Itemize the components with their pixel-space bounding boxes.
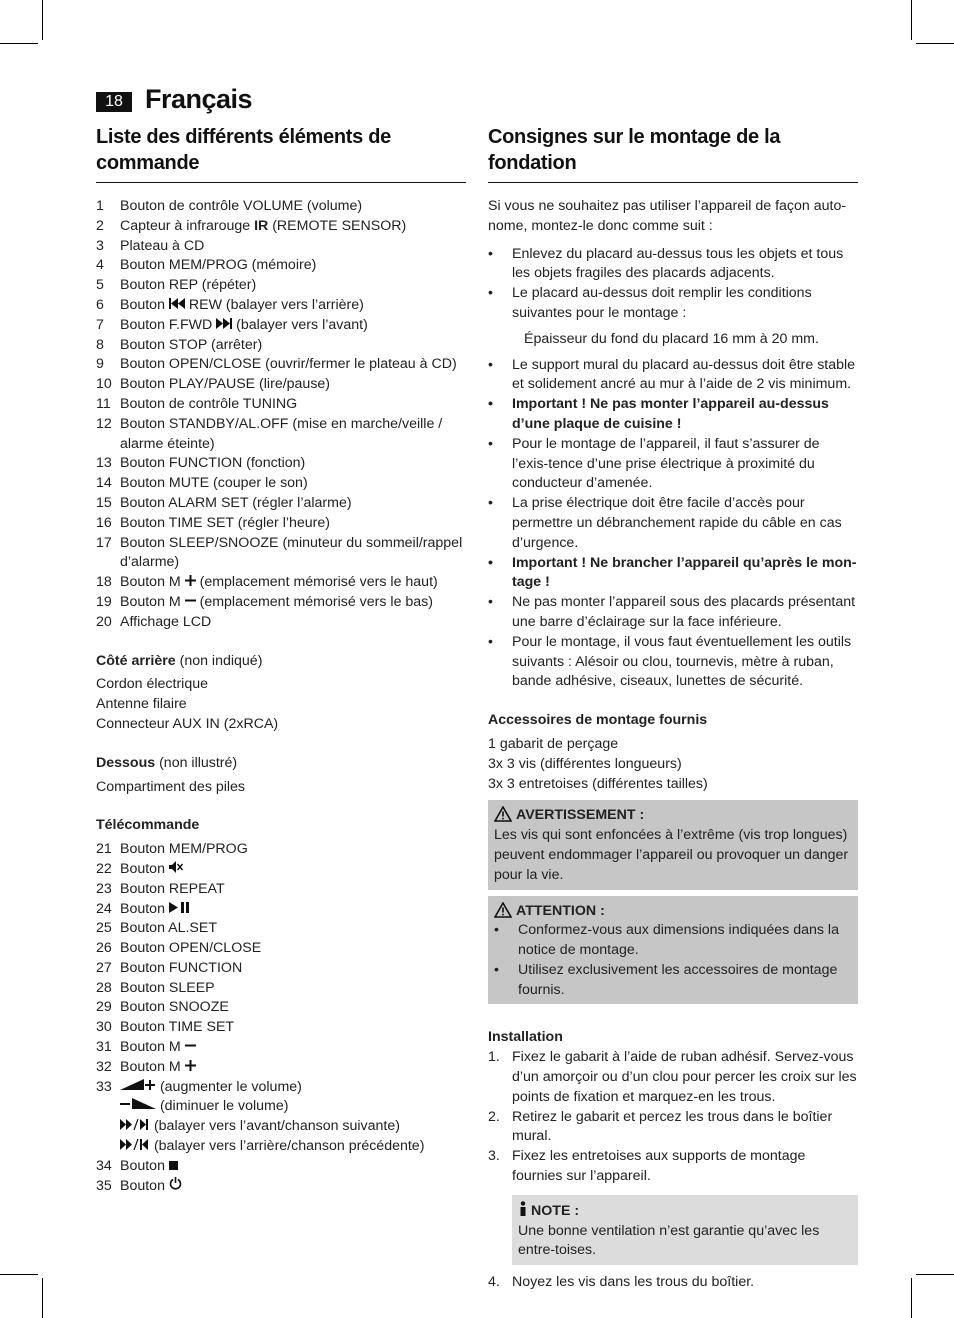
item-text: Bouton <box>120 296 169 313</box>
item-number: 9 <box>96 356 104 373</box>
list-item <box>96 296 466 316</box>
list-item <box>96 276 466 296</box>
list-item: 1 gabarit de perçage <box>488 735 619 752</box>
item-text: Bouton M <box>120 1058 185 1075</box>
item-text: Capteur à infrarouge <box>120 217 255 234</box>
item-number: 3 <box>96 237 104 254</box>
item-number: 27 <box>96 959 112 976</box>
list-item <box>96 860 466 880</box>
rear-section-title: Côté arrière (non indiqué) <box>96 652 263 669</box>
rew-prev-icon <box>120 1137 150 1157</box>
list-item <box>96 1058 466 1078</box>
item-number: 26 <box>96 940 112 957</box>
installation-step-4 <box>488 1273 858 1293</box>
item-text: Bouton MEM/PROG <box>120 841 248 858</box>
list-item <box>488 1048 858 1107</box>
item-text: Bouton F.FWD <box>120 316 217 333</box>
bullet-item: • Enlevez du placard au-dessus tous les objets et tous les objets fragiles des placards adjacents. <box>488 245 858 285</box>
item-text: Bouton STOP (arrêter) <box>120 336 263 353</box>
item-text: Bouton de contrôle TUNING <box>120 395 298 412</box>
list-item <box>96 336 466 356</box>
bottom-section-title: Dessous (non illustré) <box>96 754 238 771</box>
crop-mark <box>916 43 954 44</box>
item-text: Bouton MEM/PROG (mémoire) <box>120 257 317 274</box>
item-text: (balayer vers l’arrière/chanson précédente) <box>150 1138 425 1155</box>
crop-mark <box>911 0 912 40</box>
controls-list <box>96 197 466 633</box>
item-number: 14 <box>96 475 112 492</box>
mounting-bullets-2 <box>488 356 858 693</box>
attention-list <box>494 921 852 1000</box>
item-text: REW (balayer vers l’arrière) <box>184 296 364 313</box>
list-item: Cordon électrique <box>96 676 208 693</box>
item-text: (REMOTE SENSOR) <box>268 217 407 234</box>
list-item <box>96 514 466 534</box>
list-item: 3x 3 entretoises (différentes tailles) <box>488 775 708 792</box>
item-number: 18 <box>96 574 112 591</box>
list-item <box>96 880 466 900</box>
remote-section-title: Télécommande <box>96 817 200 834</box>
bullet-item: • Important ! Ne brancher l’appareil qu’après le mon-tage ! <box>488 554 858 594</box>
item-text: Bouton <box>120 1157 169 1174</box>
item-number: 21 <box>96 841 112 858</box>
item-text: Bouton de contrôle VOLUME (volume) <box>120 198 363 214</box>
item-number: 32 <box>96 1058 112 1075</box>
warning-icon <box>494 806 512 822</box>
item-text: Bouton <box>120 860 169 877</box>
bottom-list <box>96 778 466 798</box>
list-item <box>96 415 466 455</box>
item-text: Bouton <box>120 1177 169 1194</box>
item-number: 17 <box>96 534 112 551</box>
list-item <box>96 573 466 593</box>
list-item: Antenne filaire <box>96 696 187 713</box>
item-text: Bouton <box>120 900 169 917</box>
list-item <box>96 593 466 613</box>
item-number: 31 <box>96 1039 112 1056</box>
power-icon <box>169 1177 182 1197</box>
item-text: (emplacement mémorisé vers le bas) <box>195 593 433 610</box>
item-text: Bouton FUNCTION (fonction) <box>120 455 306 472</box>
item-text: (emplacement mémorisé vers le haut) <box>195 574 438 591</box>
item-number: 24 <box>96 900 112 917</box>
list-item <box>96 1137 466 1157</box>
minus-icon <box>185 1038 196 1058</box>
left-column <box>96 124 466 1196</box>
info-icon <box>518 1201 528 1217</box>
installation-title: Installation <box>488 1029 563 1046</box>
item-text: Bouton REPEAT <box>120 880 225 897</box>
crop-mark <box>42 1278 43 1318</box>
remote-list <box>96 840 466 1196</box>
controls-heading: Liste des différents éléments de commande <box>96 124 466 183</box>
item-text: Bouton TIME SET <box>120 1019 235 1036</box>
item-number: 25 <box>96 920 112 937</box>
attention-box <box>488 896 858 1005</box>
warning-text: Les vis qui sont enfoncées à l’extrême (vis trop longues) peuvent endommager l’appareil ou provoquer un danger pour la vie. <box>494 827 849 883</box>
bullet-item: • Ne pas monter l’appareil sous des placards présentant une barre d’éclairage sur la face inférieure. <box>488 593 858 633</box>
mounting-intro: Si vous ne souhaitez pas utiliser l’appareil de façon auto-nome, montez-le donc comme suit : <box>488 198 847 234</box>
item-text: Plateau à CD <box>120 237 205 254</box>
item-number: 12 <box>96 415 112 432</box>
play-pause-icon <box>169 900 191 920</box>
item-text: (balayer vers l’avant/chanson suivante) <box>150 1118 400 1135</box>
bullet-item: • La prise électrique doit être facile d’accès pour permettre un débranchement rapide du câble en cas d’urgence. <box>488 494 858 553</box>
mounting-heading: Consignes sur le montage de la fondation <box>488 124 858 183</box>
attention-title: ATTENTION : <box>494 902 852 922</box>
item-text: Bouton M <box>120 593 185 610</box>
list-item <box>96 919 466 939</box>
volume-down-icon <box>120 1097 156 1117</box>
bullet-item: • Pour le montage, il vous faut éventuellement les outils suivants : Alésoir ou clou, tournevis, mètre à ruban, bande adhésive, ciseaux, lunettes de sécurité. <box>488 633 858 692</box>
item-number: 28 <box>96 979 112 996</box>
item-text: Bouton PLAY/PAUSE (lire/pause) <box>120 376 331 393</box>
bullet-item: • Le placard au-dessus doit remplir les conditions suivantes pour le montage : <box>488 284 858 324</box>
item-number: 10 <box>96 376 112 393</box>
crop-mark <box>42 0 43 40</box>
item-text: Bouton FUNCTION <box>120 959 243 976</box>
item-number: 22 <box>96 860 112 877</box>
item-text: Bouton M <box>120 574 185 591</box>
installation-steps <box>488 1048 858 1187</box>
ffwd-next-icon <box>120 1117 150 1137</box>
item-number: 33 <box>96 1078 112 1095</box>
item-text: Bouton SLEEP/SNOOZE (minuteur du sommeil/rappel d’alarme) <box>120 534 463 571</box>
item-text: Bouton STANDBY/AL.OFF (mise en marche/veille / alarme éteinte) <box>120 415 443 452</box>
item-text: Bouton MUTE (couper le son) <box>120 475 308 492</box>
list-item <box>96 1097 466 1117</box>
right-column <box>488 124 858 1293</box>
list-item <box>488 1147 858 1187</box>
item-number: 13 <box>96 455 112 472</box>
note-text: Une bonne ventilation n’est garantie qu’avec les entre-toises. <box>518 1222 820 1259</box>
item-text: Bouton M <box>120 1039 185 1056</box>
mounting-bullets <box>488 245 858 324</box>
bullet-item: • Conformez-vous aux dimensions indiquées dans la notice de montage. <box>494 921 852 961</box>
bullet-item: • Utilisez exclusivement les accessoires de montage fournis. <box>494 961 852 1001</box>
item-text: Bouton OPEN/CLOSE (ouvrir/fermer le plateau à CD) <box>120 356 457 373</box>
step-text: Fixez le gabarit à l’aide de ruban adhésif. Servez-vous d’un amorçoir ou d’un clou pour percer les croix sur les points de fixation et marquez-en les trous. <box>512 1049 857 1105</box>
item-text: Bouton REP (répéter) <box>120 277 257 294</box>
item-number: 30 <box>96 1019 112 1036</box>
list-item <box>96 454 466 474</box>
item-number: 1 <box>96 198 104 214</box>
list-item <box>488 1108 858 1148</box>
item-number: 15 <box>96 494 112 511</box>
list-item <box>96 979 466 999</box>
list-item: 3x 3 vis (différentes longueurs) <box>488 755 682 772</box>
note-title: NOTE : <box>518 1201 852 1222</box>
item-number: 6 <box>96 296 104 313</box>
crop-mark <box>0 1274 38 1275</box>
item-number: 11 <box>96 395 111 412</box>
item-text: Bouton OPEN/CLOSE <box>120 940 262 957</box>
accessories-title: Accessoires de montage fournis <box>488 712 708 729</box>
list-item <box>96 840 466 860</box>
item-number: 34 <box>96 1157 112 1174</box>
item-text: (diminuer le volume) <box>156 1098 289 1115</box>
item-number: 20 <box>96 613 112 630</box>
rear-list <box>96 675 466 734</box>
item-text: Bouton SNOOZE <box>120 999 229 1016</box>
list-item <box>96 959 466 979</box>
step-number: 1. <box>488 1049 500 1066</box>
list-item <box>96 1157 466 1177</box>
item-text: Bouton SLEEP <box>120 979 215 996</box>
item-text: Bouton TIME SET (régler l’heure) <box>120 514 331 531</box>
list-item <box>96 900 466 920</box>
mute-icon <box>169 860 183 880</box>
page-number: 18 <box>96 92 132 112</box>
item-text: Bouton AL.SET <box>120 920 218 937</box>
list-item <box>96 494 466 514</box>
list-item <box>96 217 466 237</box>
list-item <box>96 375 466 395</box>
list-item: Compartiment des piles <box>96 778 246 795</box>
bullet-item: • Pour le montage de l’appareil, il faut s’assurer de l’exis-tence d’une prise électrique à proximité du conducteur d’amenée. <box>488 435 858 494</box>
list-item <box>96 613 466 633</box>
item-text: Affichage LCD <box>120 613 212 630</box>
crop-mark <box>911 1278 912 1318</box>
item-number: 8 <box>96 336 104 353</box>
plus-icon <box>185 1058 196 1078</box>
warning-title: AVERTISSEMENT : <box>494 806 852 826</box>
item-number: 23 <box>96 880 112 897</box>
fast-forward-icon <box>216 316 232 336</box>
warning-box <box>488 800 858 889</box>
item-number: 35 <box>96 1177 112 1194</box>
list-item <box>96 256 466 276</box>
step-number: 3. <box>488 1148 500 1165</box>
list-item <box>96 237 466 257</box>
list-item <box>96 1117 466 1137</box>
list-item <box>96 998 466 1018</box>
rewind-icon <box>169 296 185 316</box>
list-item <box>96 1018 466 1038</box>
bullet-item: • Le support mural du placard au-dessus doit être stable et solidement ancré au mur à l’aide de 2 vis minimum. <box>488 356 858 396</box>
item-number: 2 <box>96 217 104 234</box>
item-text: (augmenter le volume) <box>156 1078 302 1095</box>
list-item <box>96 1177 466 1197</box>
list-item <box>96 1038 466 1058</box>
crop-mark <box>0 43 38 44</box>
list-item <box>96 939 466 959</box>
stop-icon <box>169 1157 178 1177</box>
list-item <box>96 355 466 375</box>
bullet-item: • Important ! Ne pas monter l’appareil au-dessus d’une plaque de cuisine ! <box>488 395 858 435</box>
item-number: 4 <box>96 257 104 274</box>
minus-icon <box>185 593 196 613</box>
item-text: (balayer vers l’avant) <box>232 316 368 333</box>
item-number: 29 <box>96 999 112 1016</box>
list-item <box>96 534 466 574</box>
list-item <box>96 474 466 494</box>
item-number: 5 <box>96 277 104 294</box>
accessories-list <box>488 735 858 794</box>
page-title: Français <box>145 84 253 114</box>
list-item <box>96 1078 466 1098</box>
step-text: Fixez les entretoises aux supports de montage fournies sur l’appareil. <box>512 1148 806 1185</box>
item-number: 16 <box>96 514 112 531</box>
warning-icon <box>494 902 512 918</box>
note-box <box>512 1195 858 1265</box>
list-item: 4. Noyez les vis dans les trous du boîtier. <box>488 1274 755 1291</box>
item-number: 7 <box>96 316 104 333</box>
thickness-spec: Épaisseur du fond du placard 16 mm à 20 mm. <box>524 330 819 347</box>
list-item <box>96 197 466 217</box>
item-number: 19 <box>96 593 112 610</box>
list-item <box>96 316 466 336</box>
step-number: 2. <box>488 1108 500 1125</box>
volume-up-icon <box>120 1078 156 1098</box>
crop-mark <box>916 1274 954 1275</box>
item-bold: IR <box>254 217 269 234</box>
item-text: Bouton ALARM SET (régler l’alarme) <box>120 494 352 511</box>
step-text: Retirez le gabarit et percez les trous dans le boîtier mural. <box>512 1108 833 1145</box>
list-item <box>96 395 466 415</box>
list-item: Connecteur AUX IN (2xRCA) <box>96 715 279 732</box>
plus-icon <box>185 573 196 593</box>
